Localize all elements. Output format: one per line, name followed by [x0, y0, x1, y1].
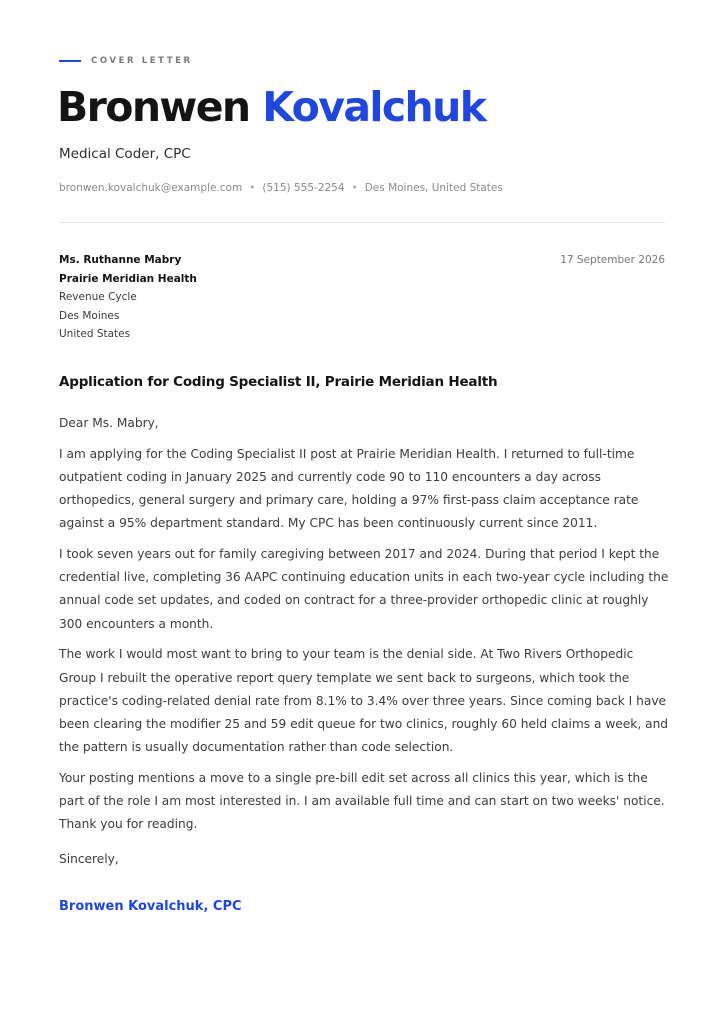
recipient-organization: Prairie Meridian Health — [59, 272, 197, 285]
header-divider — [59, 222, 665, 223]
letter-subject: Application for Coding Specialist II, Prairie Meridian Health — [59, 374, 498, 390]
body-paragraph: Your posting mentions a move to a single pre-bill edit set across all clinics this year, which is the part of the role I am most interested in. I am available full time and can start on two weeks' notice. Thank you for reading. — [59, 770, 665, 832]
eyebrow-rule — [59, 60, 81, 62]
first-name: Bronwen — [57, 83, 250, 131]
signature: Bronwen Kovalchuk, CPC — [59, 899, 242, 914]
contact-separator: • — [249, 182, 256, 194]
closing: Sincerely, — [59, 852, 119, 866]
applicant-role: Medical Coder, CPC — [59, 146, 191, 162]
eyebrow-label: COVER LETTER — [91, 56, 193, 66]
body-paragraph: I took seven years out for family caregiving between 2017 and 2024. During that period I kept the credential live, completing 36 AAPC continuing education units in each two-year cycle including the annual code set updates, and coded on contract for a three-provider orthopedic clinic at roughly 300 encounters a month. — [59, 547, 669, 631]
letter-body — [59, 412, 671, 844]
body-paragraph: I am applying for the Coding Specialist II post at Prairie Meridian Health. I returned to full-time outpatient coding in January 2025 and currently code 90 to 110 encounters a day across orthopedics, general surgery and primary care, holding a 97% first-pass claim acceptance rate against a 95% department standard. My CPC has been continuously current since 2011. — [59, 446, 639, 531]
contact-separator: • — [351, 182, 358, 194]
recipient-country: United States — [59, 328, 131, 341]
contact-email[interactable]: bronwen.kovalchuk@example.com — [59, 182, 243, 194]
last-name: Kovalchuk — [262, 83, 486, 131]
contact-line — [59, 182, 503, 194]
recipient-department: Revenue Cycle — [59, 291, 137, 304]
salutation: Dear Ms. Mabry, — [59, 416, 159, 430]
contact-phone[interactable]: (515) 555-2254 — [262, 182, 345, 194]
applicant-name — [57, 80, 485, 134]
recipient-name: Ms. Ruthanne Mabry — [59, 254, 182, 266]
body-paragraph: The work I would most want to bring to your team is the denial side. At Two Rivers Orthopedic Group I rebuilt the operative report query template we sent back to surgeons, which took the practice's coding-related denial rate from 8.1% to 3.4% over three years. Since coming back I have been clearing the modifier 25 and 59 edit queue for two clinics, roughly 60 held claims a week, and the pattern is usually documentation rather than code selection. — [59, 647, 669, 755]
letter-date: 17 September 2026 — [560, 254, 665, 266]
eyebrow — [59, 56, 193, 66]
contact-location: Des Moines, United States — [364, 182, 503, 194]
recipient-block — [59, 251, 197, 344]
recipient-city: Des Moines — [59, 309, 120, 322]
